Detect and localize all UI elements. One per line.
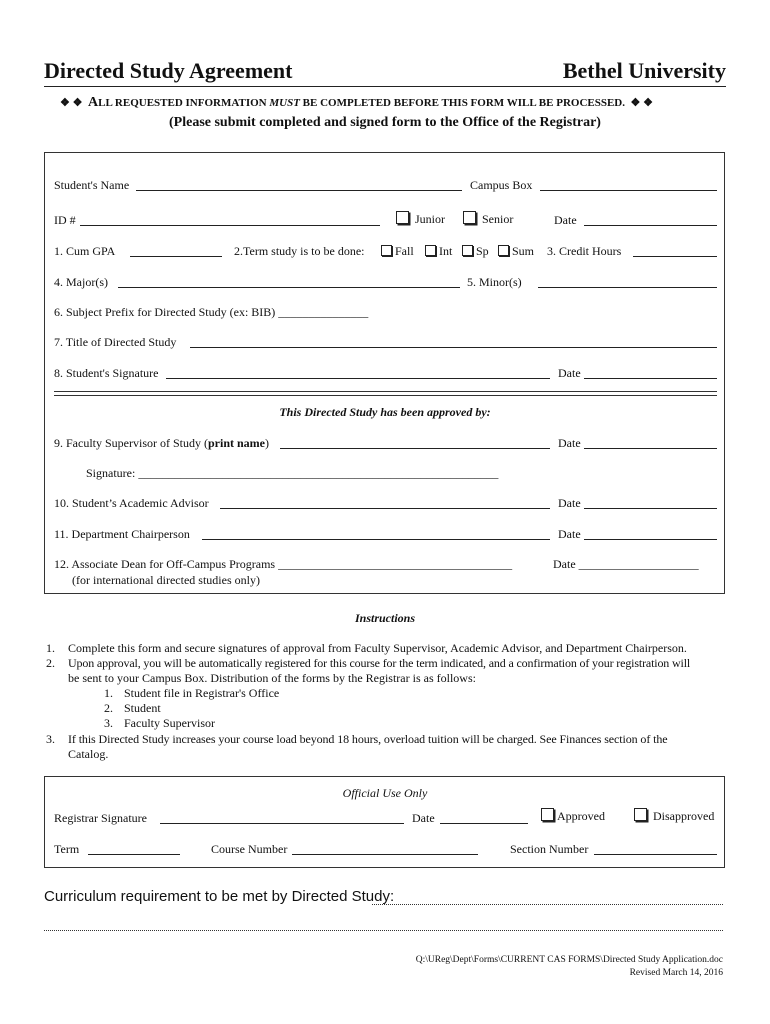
- instruction-number: 2.: [46, 656, 55, 670]
- distribution-item: Student file in Registrar's Office: [124, 686, 280, 700]
- notice-must: MUST: [269, 97, 300, 109]
- instruction-text: Catalog.: [68, 747, 109, 761]
- majors-label: 4. Major(s): [54, 275, 108, 289]
- int-option[interactable]: [425, 244, 452, 259]
- revised-date: Revised March 14, 2016: [629, 968, 723, 978]
- distribution-item: Faculty Supervisor: [124, 716, 215, 730]
- notice-initial: A: [87, 95, 99, 110]
- faculty-signature-label: Signature: ____________________________________________________________: [86, 466, 499, 480]
- university-name: Bethel University: [562, 58, 726, 83]
- study-title-label: 7. Title of Directed Study: [54, 335, 177, 349]
- section-number-field[interactable]: [594, 854, 717, 855]
- int-checkbox[interactable]: [425, 245, 436, 256]
- junior-checkbox[interactable]: [396, 211, 409, 224]
- department-chair-field[interactable]: [202, 539, 550, 540]
- notice-line: [60, 95, 653, 111]
- student-signature-label: 8. Student's Signature: [54, 366, 159, 380]
- sp-option[interactable]: [462, 244, 489, 259]
- diamond-icon: ❖ ❖: [630, 97, 653, 109]
- senior-option[interactable]: [463, 211, 513, 227]
- file-path: Q:\UReg\Dept\Forms\CURRENT CAS FORMS\Directed Study Application.doc: [415, 955, 723, 965]
- senior-checkbox[interactable]: [463, 211, 476, 224]
- distribution-number: 2.: [104, 701, 113, 715]
- curriculum-field-line-2[interactable]: [44, 930, 723, 931]
- faculty-supervisor-field[interactable]: [280, 448, 550, 449]
- credit-hours-label: 3. Credit Hours: [547, 244, 622, 258]
- date-label: Date: [554, 213, 577, 227]
- student-name-field[interactable]: [136, 190, 462, 191]
- minors-label: 5. Minor(s): [467, 275, 522, 289]
- term-label: 2.Term study is to be done:: [234, 244, 365, 258]
- curriculum-field[interactable]: [372, 904, 723, 905]
- academic-advisor-label: 10. Student’s Academic Advisor: [54, 496, 209, 510]
- distribution-number: 3.: [104, 716, 113, 730]
- faculty-label-pre: 9. Faculty Supervisor of Study (: [54, 436, 208, 450]
- id-field[interactable]: [80, 225, 380, 226]
- term-field-label: Term: [54, 842, 80, 856]
- instructions-heading: Instructions: [354, 611, 416, 625]
- course-number-field[interactable]: [292, 854, 478, 855]
- minors-field[interactable]: [538, 287, 717, 288]
- approved-by-heading: This Directed Study has been approved by:: [279, 405, 491, 419]
- section-number-label: Section Number: [510, 842, 589, 856]
- instruction-text: Complete this form and secure signatures of approval from Faculty Supervisor, Academic Advisor, and Department Chairperson.: [68, 641, 687, 655]
- sp-label: Sp: [476, 244, 489, 258]
- faculty-date-field[interactable]: [584, 448, 717, 449]
- notice-text-post: BE COMPLETED BEFORE THIS FORM WILL BE PROCESSED.: [299, 97, 626, 109]
- fall-label: Fall: [395, 244, 414, 258]
- study-title-field[interactable]: [190, 347, 717, 348]
- student-signature-date-label: Date: [558, 366, 581, 380]
- registrar-signature-label: Registrar Signature: [54, 811, 147, 825]
- section-divider: [54, 395, 717, 396]
- instruction-text: be sent to your Campus Box. Distribution of the forms by the Registrar is as follows:: [68, 671, 476, 685]
- official-date-field[interactable]: [440, 823, 528, 824]
- instruction-text: Upon approval, you will be automatically registered for this course for the term indicated, and a confirmation of your registration will: [68, 656, 691, 670]
- junior-label: Junior: [415, 212, 445, 226]
- disapproved-checkbox[interactable]: [634, 808, 647, 821]
- id-label: ID #: [54, 213, 76, 227]
- distribution-number: 1.: [104, 686, 113, 700]
- term-field[interactable]: [88, 854, 180, 855]
- student-signature-field[interactable]: [166, 378, 550, 379]
- advisor-date-field[interactable]: [584, 508, 717, 509]
- instruction-number: 1.: [46, 641, 55, 655]
- faculty-supervisor-label: [54, 436, 269, 451]
- disapproved-label: Disapproved: [653, 809, 715, 823]
- credit-hours-field[interactable]: [633, 256, 717, 257]
- student-signature-date-field[interactable]: [584, 378, 717, 379]
- subject-prefix-label: 6. Subject Prefix for Directed Study (ex: BIB) _______________: [54, 305, 369, 319]
- registrar-signature-field[interactable]: [160, 823, 404, 824]
- campus-box-label: Campus Box: [470, 178, 533, 192]
- header-rule: [44, 86, 726, 87]
- junior-option[interactable]: [396, 211, 445, 227]
- disapproved-option[interactable]: [634, 808, 714, 824]
- fall-checkbox[interactable]: [381, 245, 392, 256]
- distribution-item: Student: [124, 701, 161, 715]
- cum-gpa-field[interactable]: [130, 256, 222, 257]
- section-divider: [54, 391, 717, 392]
- sum-checkbox[interactable]: [498, 245, 509, 256]
- chair-date-label: Date: [558, 527, 581, 541]
- sum-option[interactable]: [498, 244, 534, 259]
- course-number-label: Course Number: [211, 842, 288, 856]
- date-field[interactable]: [584, 225, 717, 226]
- dean-date-label: Date ____________________: [553, 557, 699, 571]
- senior-label: Senior: [482, 212, 514, 226]
- official-date-label: Date: [412, 811, 435, 825]
- cum-gpa-label: 1. Cum GPA: [54, 244, 116, 258]
- sp-checkbox[interactable]: [462, 245, 473, 256]
- instruction-text: If this Directed Study increases your course load beyond 18 hours, overload tuition will be charged. See Finances section of the: [68, 732, 668, 746]
- student-name-label: Student's Name: [54, 178, 130, 192]
- approved-checkbox[interactable]: [541, 808, 554, 821]
- majors-field[interactable]: [118, 287, 460, 288]
- associate-dean-label: 12. Associate Dean for Off-Campus Programs _______________________________________: [54, 557, 513, 571]
- curriculum-label: Curriculum requirement to be met by Directed Study:: [44, 888, 395, 905]
- int-label: Int: [439, 244, 453, 258]
- instruction-number: 3.: [46, 732, 55, 746]
- sum-label: Sum: [512, 244, 535, 258]
- official-use-heading: Official Use Only: [342, 786, 428, 800]
- campus-box-field[interactable]: [540, 190, 717, 191]
- chair-date-field[interactable]: [584, 539, 717, 540]
- subtitle: (Please submit completed and signed form to the Office of the Registrar): [169, 115, 601, 130]
- advisor-date-label: Date: [558, 496, 581, 510]
- diamond-icon: ❖ ❖: [60, 97, 83, 109]
- dean-note: (for international directed studies only): [72, 573, 260, 587]
- fall-option[interactable]: [381, 244, 414, 259]
- approved-option[interactable]: [541, 808, 605, 824]
- faculty-label-post: ): [265, 436, 269, 450]
- faculty-label-bold: print name: [208, 436, 265, 450]
- approved-label: Approved: [557, 809, 605, 823]
- academic-advisor-field[interactable]: [220, 508, 550, 509]
- faculty-date-label: Date: [558, 436, 581, 450]
- notice-text-pre: LL REQUESTED INFORMATION: [98, 97, 270, 109]
- form-title: Directed Study Agreement: [44, 58, 293, 83]
- department-chair-label: 11. Department Chairperson: [54, 527, 190, 541]
